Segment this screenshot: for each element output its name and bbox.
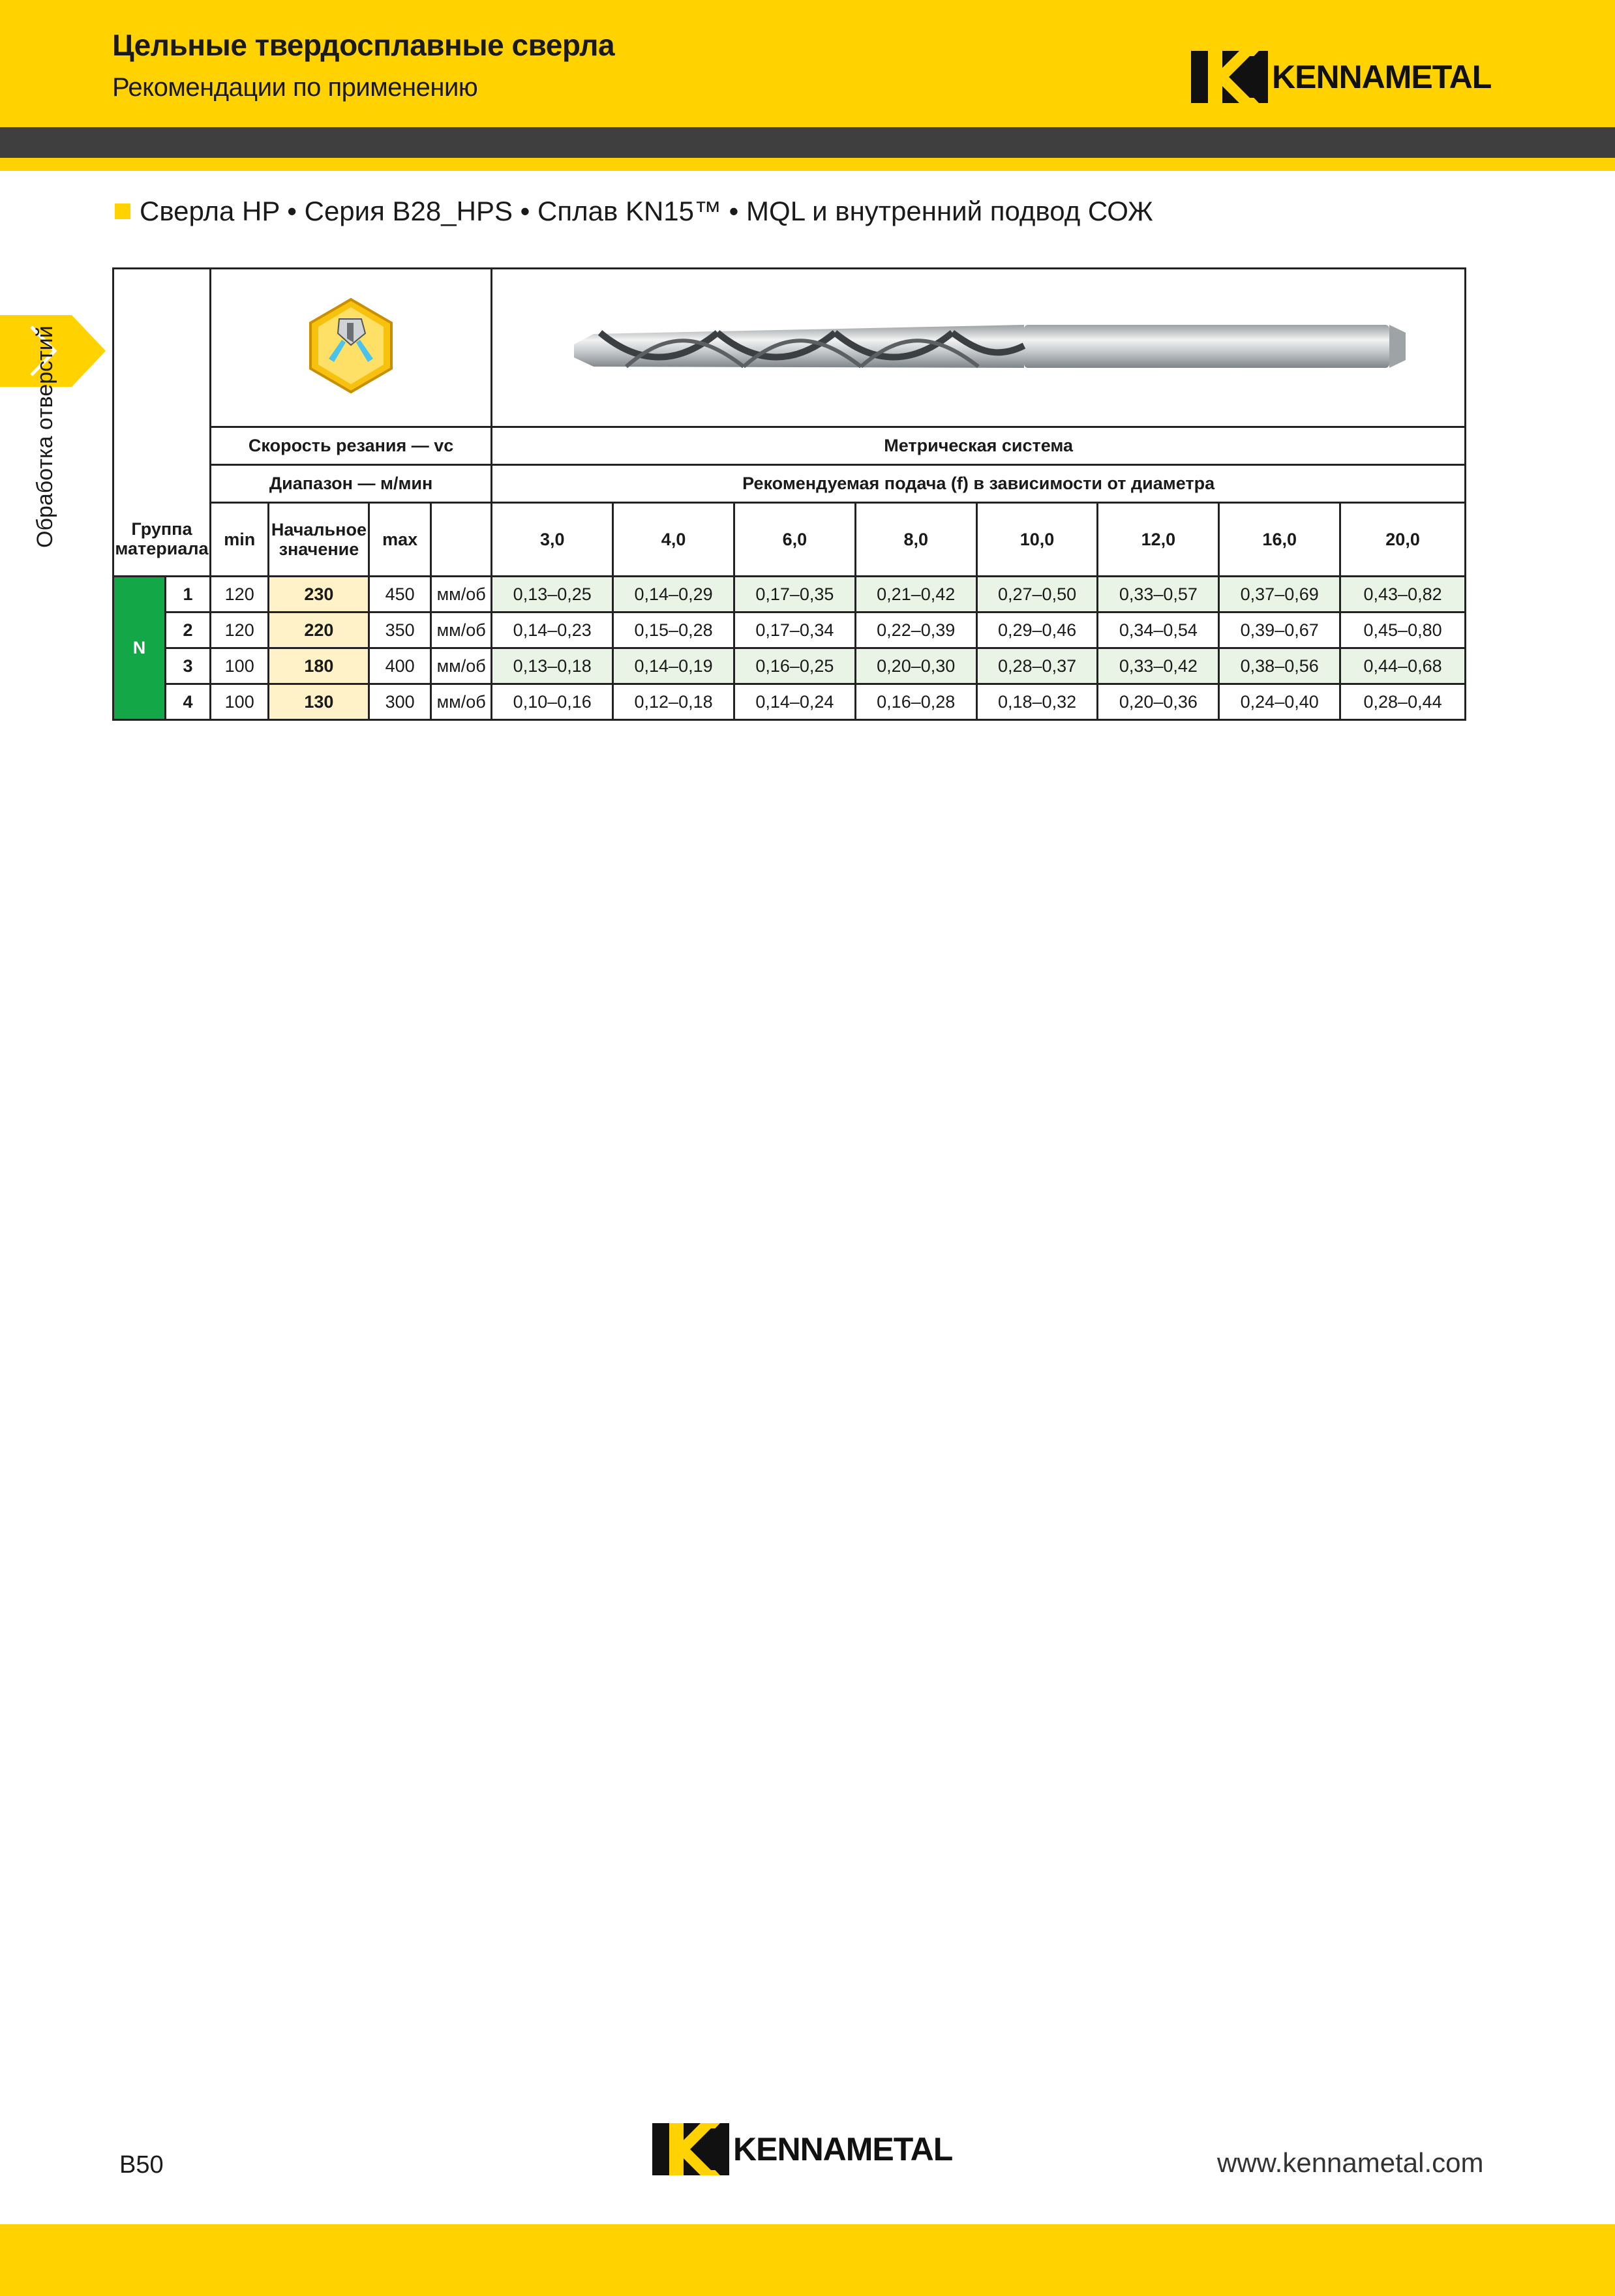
feed-value: 0,45–0,80 bbox=[1340, 612, 1466, 648]
start-speed: 180 bbox=[269, 648, 369, 684]
brand-name: KENNAMETAL bbox=[733, 2131, 953, 2168]
diameter-header: 16,0 bbox=[1219, 503, 1340, 577]
subgroup-number: 1 bbox=[165, 577, 210, 612]
speed-range-label: Диапазон — м/мин bbox=[210, 465, 491, 503]
min-speed: 120 bbox=[210, 577, 269, 612]
feed-recommendation-label: Рекомендуемая подача (f) в зависимости от диаметра bbox=[492, 465, 1466, 503]
mql-coolant-icon bbox=[305, 297, 397, 395]
table-row bbox=[113, 684, 1466, 720]
feed-value: 0,33–0,42 bbox=[1098, 648, 1219, 684]
section-heading-text: Сверла HP • Серия B28_HPS • Сплав KN15™ • MQL и внутренний подвод СОЖ bbox=[140, 196, 1153, 226]
feed-value: 0,29–0,46 bbox=[976, 612, 1098, 648]
max-speed: 300 bbox=[369, 684, 431, 720]
diameter-header: 6,0 bbox=[734, 503, 855, 577]
diameter-header: 10,0 bbox=[976, 503, 1098, 577]
max-speed-header: max bbox=[369, 503, 431, 577]
unit-header bbox=[430, 503, 491, 577]
page-title: Цельные твердосплавные сверла bbox=[112, 28, 615, 62]
feed-value: 0,14–0,19 bbox=[613, 648, 734, 684]
feed-value: 0,16–0,25 bbox=[734, 648, 855, 684]
feed-value: 0,33–0,57 bbox=[1098, 577, 1219, 612]
feed-value: 0,44–0,68 bbox=[1340, 648, 1466, 684]
subgroup-number: 3 bbox=[165, 648, 210, 684]
feed-value: 0,14–0,24 bbox=[734, 684, 855, 720]
feed-value: 0,20–0,36 bbox=[1098, 684, 1219, 720]
min-speed-header: min bbox=[210, 503, 269, 577]
feed-value: 0,13–0,18 bbox=[492, 648, 613, 684]
diameter-header: 12,0 bbox=[1098, 503, 1219, 577]
side-tab-label: Обработка отверстий bbox=[33, 325, 57, 548]
feed-unit: мм/об bbox=[430, 648, 491, 684]
min-speed: 100 bbox=[210, 684, 269, 720]
kennametal-logo-footer bbox=[652, 2123, 952, 2175]
section-heading bbox=[115, 196, 1153, 227]
max-speed: 350 bbox=[369, 612, 431, 648]
max-speed: 400 bbox=[369, 648, 431, 684]
diameter-header: 20,0 bbox=[1340, 503, 1466, 577]
material-group-header: Группа материала bbox=[113, 503, 211, 577]
feed-value: 0,14–0,29 bbox=[613, 577, 734, 612]
feed-value: 0,14–0,23 bbox=[492, 612, 613, 648]
start-speed: 130 bbox=[269, 684, 369, 720]
drill-image-cell bbox=[492, 269, 1466, 427]
kennametal-k-mark-icon bbox=[652, 2123, 729, 2175]
brand-name: KENNAMETAL bbox=[1272, 59, 1492, 95]
diameter-header: 4,0 bbox=[613, 503, 734, 577]
drill-image bbox=[528, 294, 1428, 398]
table-row bbox=[113, 648, 1466, 684]
feed-unit: мм/об bbox=[430, 684, 491, 720]
feed-unit: мм/об bbox=[430, 612, 491, 648]
page-number: B50 bbox=[119, 2151, 164, 2179]
feed-value: 0,28–0,44 bbox=[1340, 684, 1466, 720]
metric-system-label: Метрическая система bbox=[492, 427, 1466, 465]
feed-value: 0,15–0,28 bbox=[613, 612, 734, 648]
table-row bbox=[113, 612, 1466, 648]
feed-value: 0,17–0,35 bbox=[734, 577, 855, 612]
header-dark-band bbox=[0, 127, 1615, 158]
subgroup-number: 4 bbox=[165, 684, 210, 720]
coolant-icon-cell bbox=[210, 269, 491, 427]
feed-value: 0,27–0,50 bbox=[976, 577, 1098, 612]
feed-value: 0,24–0,40 bbox=[1219, 684, 1340, 720]
material-group-n: N bbox=[113, 577, 166, 720]
feed-value: 0,12–0,18 bbox=[613, 684, 734, 720]
feed-value: 0,37–0,69 bbox=[1219, 577, 1340, 612]
feed-unit: мм/об bbox=[430, 577, 491, 612]
feed-value: 0,43–0,82 bbox=[1340, 577, 1466, 612]
feed-value: 0,28–0,37 bbox=[976, 648, 1098, 684]
bullet-square-icon bbox=[115, 204, 130, 219]
header-thin-band bbox=[0, 158, 1615, 171]
max-speed: 450 bbox=[369, 577, 431, 612]
subgroup-number: 2 bbox=[165, 612, 210, 648]
table-row bbox=[113, 577, 1466, 612]
feed-value: 0,18–0,32 bbox=[976, 684, 1098, 720]
min-speed: 100 bbox=[210, 648, 269, 684]
feed-value: 0,21–0,42 bbox=[855, 577, 976, 612]
feed-value: 0,34–0,54 bbox=[1098, 612, 1219, 648]
cutting-speed-label: Скорость резания — vc bbox=[210, 427, 491, 465]
start-speed: 230 bbox=[269, 577, 369, 612]
feed-value: 0,39–0,67 bbox=[1219, 612, 1340, 648]
feed-value: 0,16–0,28 bbox=[855, 684, 976, 720]
kennametal-k-mark-icon bbox=[1191, 51, 1268, 103]
feed-value: 0,22–0,39 bbox=[855, 612, 976, 648]
footer-band bbox=[0, 2224, 1615, 2296]
min-speed: 120 bbox=[210, 612, 269, 648]
feed-value: 0,20–0,30 bbox=[855, 648, 976, 684]
group-header-spacer bbox=[113, 269, 211, 503]
diameter-header: 3,0 bbox=[492, 503, 613, 577]
start-speed-header: Начальное значение bbox=[269, 503, 369, 577]
diameter-header: 8,0 bbox=[855, 503, 976, 577]
feed-value: 0,17–0,34 bbox=[734, 612, 855, 648]
website-link[interactable]: www.kennametal.com bbox=[1217, 2147, 1484, 2178]
kennametal-logo bbox=[1191, 51, 1491, 103]
start-speed: 220 bbox=[269, 612, 369, 648]
feed-value: 0,38–0,56 bbox=[1219, 648, 1340, 684]
feed-value: 0,10–0,16 bbox=[492, 684, 613, 720]
feed-value: 0,13–0,25 bbox=[492, 577, 613, 612]
page-subtitle: Рекомендации по применению bbox=[112, 73, 478, 102]
cutting-data-table bbox=[112, 267, 1466, 721]
